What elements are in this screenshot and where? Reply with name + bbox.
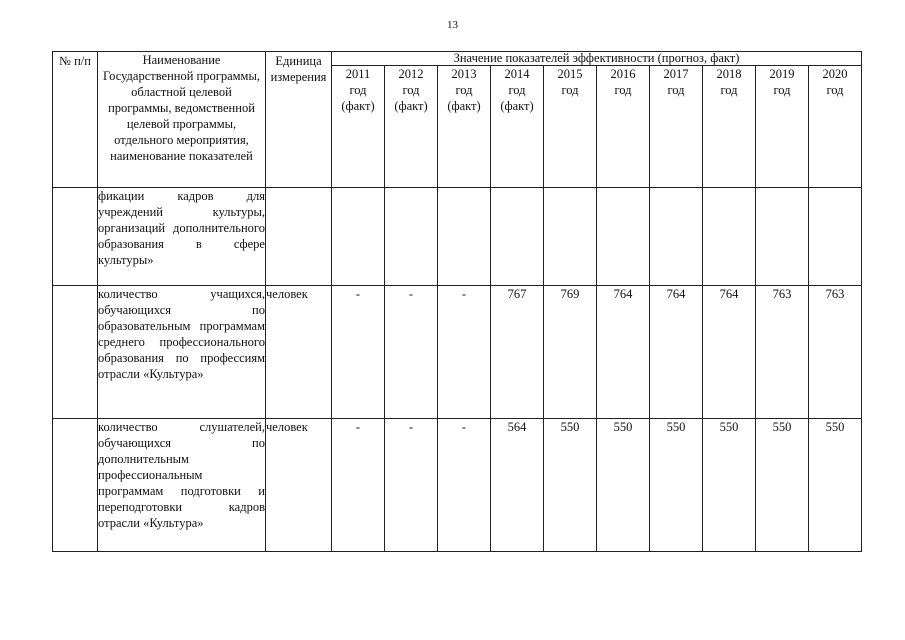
- year-sublabel: (факт): [447, 99, 481, 113]
- header-year-cell: [491, 66, 544, 188]
- year-sublabel: год: [826, 83, 844, 97]
- year-label: 2017: [663, 67, 689, 81]
- year-sublabel: год: [455, 83, 473, 97]
- value-cell: [438, 188, 491, 286]
- row-number-cell: [53, 419, 98, 552]
- value-cell: 550: [809, 419, 862, 552]
- row-number-cell: [53, 188, 98, 286]
- header-year-cell: [650, 66, 703, 188]
- year-label: 2016: [610, 67, 636, 81]
- year-sublabel: год: [402, 83, 420, 97]
- year-sublabel: (факт): [341, 99, 375, 113]
- value-cell: 764: [703, 286, 756, 419]
- row-number-cell: [53, 286, 98, 419]
- value-cell: 769: [544, 286, 597, 419]
- header-year-cell: [332, 66, 385, 188]
- table-row: [53, 419, 862, 552]
- value-cell: 550: [756, 419, 809, 552]
- unit-cell: человек: [266, 419, 332, 552]
- header-year-cell: [756, 66, 809, 188]
- value-cell: 564: [491, 419, 544, 552]
- year-sublabel: год: [614, 83, 632, 97]
- header-number-cell: № п/п: [53, 52, 98, 188]
- year-label: 2015: [557, 67, 583, 81]
- indicator-name-cell: фикации кадров для учреждений культуры, организаций дополнительного образования в сфере культуры»: [98, 188, 266, 286]
- unit-cell: человек: [266, 286, 332, 419]
- value-cell: 763: [756, 286, 809, 419]
- value-cell: [809, 188, 862, 286]
- value-cell: 767: [491, 286, 544, 419]
- header-year-cell: [597, 66, 650, 188]
- year-label: 2020: [822, 67, 848, 81]
- value-cell: [703, 188, 756, 286]
- value-cell: -: [385, 419, 438, 552]
- value-cell: 764: [650, 286, 703, 419]
- year-sublabel: год: [508, 83, 526, 97]
- value-cell: -: [438, 286, 491, 419]
- value-cell: -: [332, 286, 385, 419]
- year-label: 2014: [504, 67, 530, 81]
- value-cell: 763: [809, 286, 862, 419]
- year-label: 2013: [451, 67, 477, 81]
- year-sublabel: год: [773, 83, 791, 97]
- year-label: 2011: [345, 67, 371, 81]
- year-label: 2012: [398, 67, 424, 81]
- value-cell: -: [332, 419, 385, 552]
- header-values-group: Значение показателей эффективности (прогноз, факт): [332, 52, 862, 66]
- year-sublabel: год: [561, 83, 579, 97]
- value-cell: [491, 188, 544, 286]
- header-year-cell: [438, 66, 491, 188]
- year-sublabel: (факт): [500, 99, 534, 113]
- table-row: [53, 286, 862, 419]
- indicator-name-cell: количество учащихся, обучающихся по образовательным программам среднего профессионального образования по профессиям отрасли «Культура»: [98, 286, 266, 419]
- header-year-cell: [809, 66, 862, 188]
- year-sublabel: год: [667, 83, 685, 97]
- value-cell: [597, 188, 650, 286]
- value-cell: 550: [544, 419, 597, 552]
- value-cell: [332, 188, 385, 286]
- value-cell: [385, 188, 438, 286]
- unit-cell: [266, 188, 332, 286]
- header-unit-cell: Единица измерения: [266, 52, 332, 188]
- value-cell: 764: [597, 286, 650, 419]
- value-cell: 550: [703, 419, 756, 552]
- value-cell: [756, 188, 809, 286]
- header-year-cell: [385, 66, 438, 188]
- value-cell: [544, 188, 597, 286]
- year-sublabel: год: [349, 83, 367, 97]
- value-cell: 550: [650, 419, 703, 552]
- performance-indicators-table: [52, 51, 862, 552]
- header-year-cell: [544, 66, 597, 188]
- value-cell: -: [438, 419, 491, 552]
- year-sublabel: год: [720, 83, 738, 97]
- table-row: [53, 188, 862, 286]
- year-label: 2018: [716, 67, 742, 81]
- value-cell: [650, 188, 703, 286]
- header-year-cell: [703, 66, 756, 188]
- indicator-name-cell: количество слушателей, обучающихся по дополнительным профессиональным программам подготовки и переподготовки кадров отрасли «Культура»: [98, 419, 266, 552]
- page-number: 13: [447, 19, 458, 31]
- year-sublabel: (факт): [394, 99, 428, 113]
- year-label: 2019: [769, 67, 795, 81]
- value-cell: -: [385, 286, 438, 419]
- value-cell: 550: [597, 419, 650, 552]
- header-name-cell: Наименование Государственной программы, областной целевой программы, ведомственной целевой программы, отдельного мероприятия, наименование показателей: [98, 52, 266, 188]
